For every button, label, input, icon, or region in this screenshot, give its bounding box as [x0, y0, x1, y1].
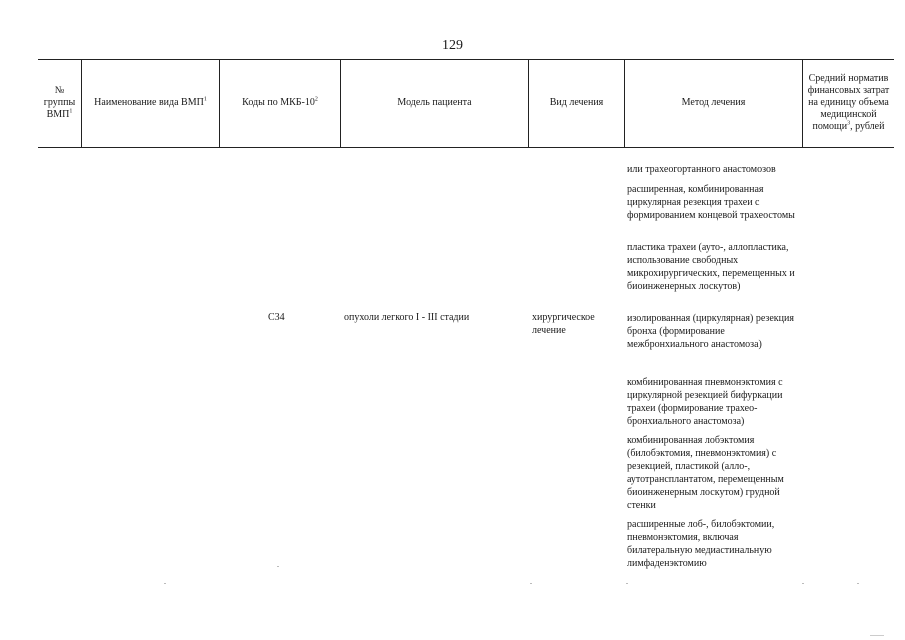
method-item: расширенная, комбинированная циркулярная резекция трахеи с формированием концевой трахеостомы: [627, 184, 795, 221]
method-item: изолированная (циркулярная) резекция бронха (формирование межбронхиального анастомоза): [627, 313, 794, 350]
header-treatment-method: Метод лечения: [681, 97, 746, 108]
scan-speck: [164, 583, 166, 584]
scan-speck: [626, 583, 628, 584]
method-item: комбинированная пневмонэктомия с циркулярной резекцией бифуркации трахеи (формирование трахео-бронхиального анастомоза): [627, 377, 783, 427]
scan-speck: [530, 583, 532, 584]
cell-patient-model: опухоли легкого I - III стадии: [344, 312, 470, 323]
page-number: 129: [442, 38, 463, 53]
header-vmp-name: Наименование вида ВМП$^1$: [94, 96, 207, 108]
scan-speck: [857, 583, 859, 584]
scan-speck: [277, 566, 279, 567]
method-item: или трахеогортанного анастомозов: [627, 164, 776, 175]
method-item: комбинированная лобэктомия (билобэктомия, пневмонэктомия) с резекцией, пластикой (алло-, аутотрансплантатом, перемещенным биоинженерным лоскутом) грудной стенки: [627, 435, 784, 511]
header-treatment-type: Вид лечения: [549, 97, 604, 108]
header-icd-codes: Коды по МКБ-$10^2$: [242, 96, 318, 108]
cell-icd-code: C34: [268, 312, 285, 323]
header-patient-model: Модель пациента: [397, 97, 472, 108]
scan-speck: [870, 635, 884, 636]
header-bottom-border: [38, 147, 894, 148]
scan-speck: [802, 583, 804, 584]
method-item: пластика трахеи (ауто-, аллопластика, использование свободных микрохирургических, перемещенных и биоинженерных лоскутов): [627, 242, 795, 292]
cell-treatment-type: хирургическое лечение: [532, 312, 595, 336]
method-item: расширенные лоб-, билобэктомии, пневмонэктомия, включая билатеральную медиастинальную лимфаденэктомию: [627, 519, 775, 569]
header-group-no: № группы ВМП$^1$: [43, 85, 76, 120]
header-avg-cost: Средний норматив финансовых затрат на единицу объема медицинской помощи$^3$, рублей: [807, 73, 890, 132]
